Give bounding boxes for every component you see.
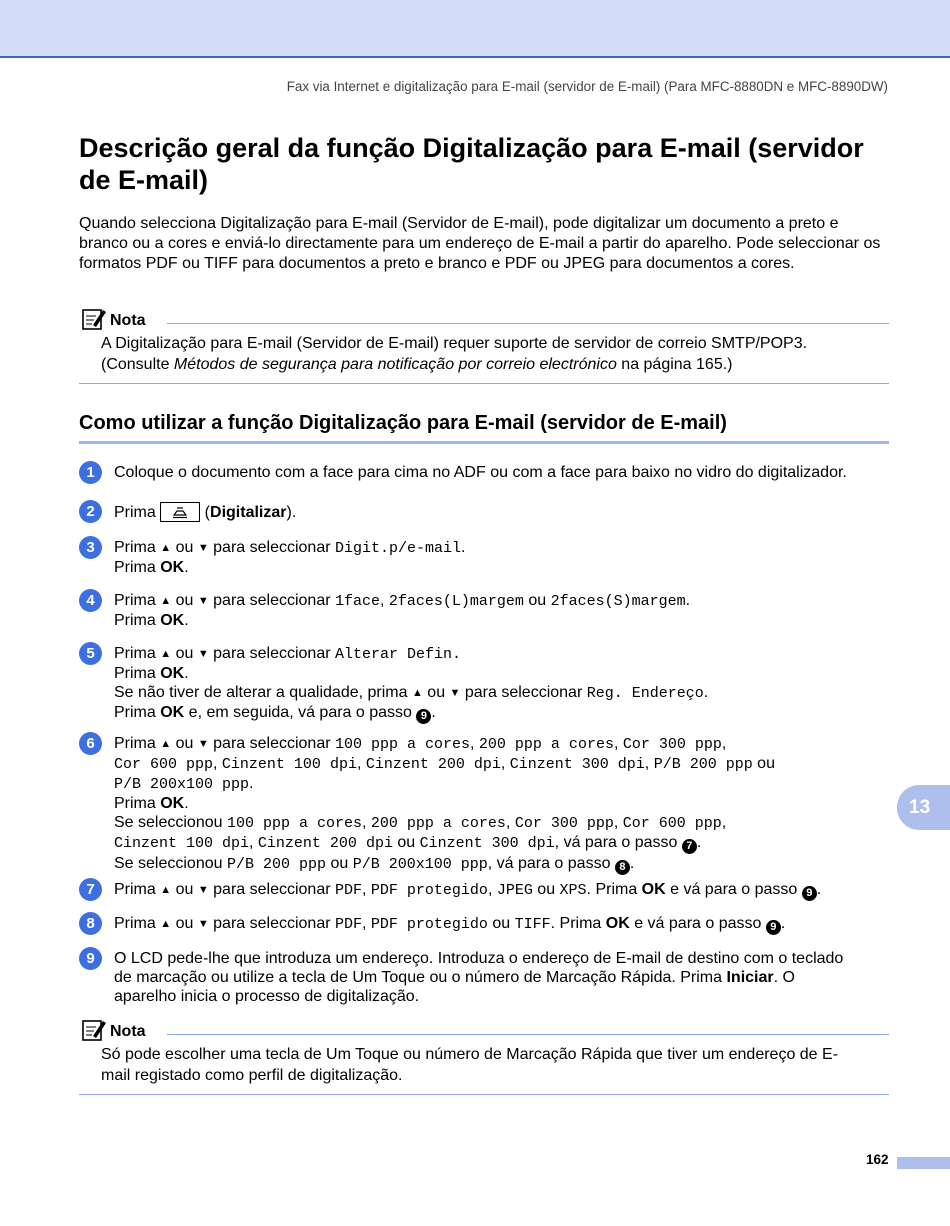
up-arrow-icon: ▲ [160,738,172,750]
chapter-tab: 13 [897,785,950,830]
note-pencil-icon [81,1018,107,1042]
step-ref-badge: 8 [615,860,630,875]
ok-key: OK [641,881,666,898]
note-header [79,1018,889,1044]
step-number: 6 [79,732,102,755]
note-header [79,307,889,333]
note-label: Nota [110,312,146,329]
ok-key: OK [160,559,185,576]
up-arrow-icon: ▲ [160,918,172,930]
down-arrow-icon: ▼ [449,687,461,699]
note-top-rule [167,323,889,324]
cross-reference: Métodos de segurança para notificação por correio electrónico [173,355,617,373]
down-arrow-icon: ▼ [197,542,209,554]
ok-key: OK [160,704,185,721]
page-title: Descrição geral da função Digitalização para E-mail (servidor de E-mail) [79,133,864,195]
ok-key: OK [160,612,185,629]
step-number: 8 [79,912,102,935]
note-bottom-rule [79,383,889,384]
section-rule [79,441,889,444]
down-arrow-icon: ▼ [197,918,209,930]
start-key: Iniciar [726,969,774,986]
ok-key: OK [160,795,185,812]
step-number: 4 [79,589,102,612]
ok-key: OK [605,915,630,932]
step-number: 5 [79,642,102,665]
menu-option: Digit.p/e-mail [335,540,462,557]
up-arrow-icon: ▲ [411,687,423,699]
note-pencil-icon [81,307,107,331]
step-number: 7 [79,878,102,901]
page-number: 162 [866,1152,889,1167]
step-ref-badge: 9 [416,709,431,724]
down-arrow-icon: ▼ [197,884,209,896]
scan-key-icon [160,502,200,522]
ok-key: OK [160,665,185,682]
section-title: Como utilizar a função Digitalização para E-mail (servidor de E-mail) [79,412,727,434]
key-name: Digitalizar [210,504,287,521]
note-text: Só pode escolher uma tecla de Um Toque ou número de Marcação Rápida que tiver um endereço de E- mail registado como perfil de digitalização. [101,1046,839,1084]
step-number: 3 [79,536,102,559]
step-ref-badge: 7 [682,839,697,854]
up-arrow-icon: ▲ [160,648,172,660]
intro-paragraph: Quando selecciona Digitalização para E-mail (Servidor de E-mail), pode digitalizar um documento a preto e branco ou a cores e enviá-lo directamente para um endereço de E-mail a partir do aparelho. Pode seleccionar os formatos PDF ou TIFF para documentos a preto e branco e PDF ou JPEG para documentos a cores. [79,215,881,273]
running-header: Fax via Internet e digitalização para E-mail (servidor de E-mail) (Para MFC-8880DN e MFC-8890DW) [286,79,888,94]
note-top-rule [167,1034,889,1035]
note-text: A Digitalização para E-mail (Servidor de E-mail) requer suporte de servidor de correio SMTP/POP3. (Consulte Métodos de segurança para notificação por correio electrónico na página 165.) [101,335,808,373]
down-arrow-icon: ▼ [197,595,209,607]
down-arrow-icon: ▼ [197,738,209,750]
note-box-1 [79,307,889,387]
note-box-2 [79,1018,889,1098]
step-number: 1 [79,461,102,484]
step-number: 9 [79,947,102,970]
up-arrow-icon: ▲ [160,595,172,607]
top-band [0,0,950,58]
step-ref-badge: 9 [766,920,781,935]
up-arrow-icon: ▲ [160,542,172,554]
note-bottom-rule [79,1094,889,1095]
down-arrow-icon: ▼ [197,648,209,660]
step-ref-badge: 9 [802,886,817,901]
page-number-bar [897,1157,950,1169]
step-number: 2 [79,500,102,523]
note-label: Nota [110,1023,146,1040]
up-arrow-icon: ▲ [160,884,172,896]
